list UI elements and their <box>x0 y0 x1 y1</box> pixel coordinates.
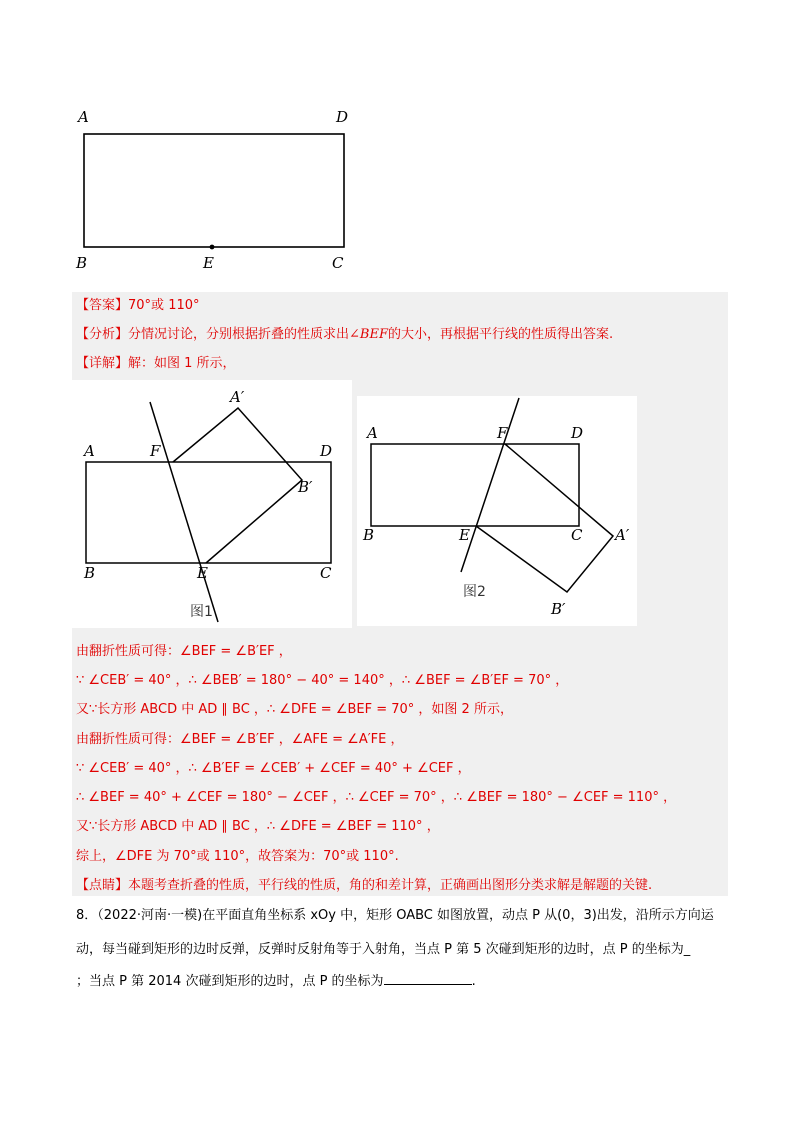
figure1-rectangle <box>86 462 331 563</box>
solution-line-5: ∵ ∠CEB′ = 40° ，∴ ∠B′EF = ∠CEB′ + ∠CEF = 40° + ∠CEF ， <box>76 761 471 776</box>
rectangle-abcd <box>84 134 344 247</box>
fig1-label-bprime: B′ <box>298 478 313 496</box>
fig1-label-f: F <box>150 442 161 460</box>
solution-line-1: 由翻折性质可得：∠BEF = ∠B′EF ， <box>76 644 292 659</box>
point-e-dot <box>210 245 215 250</box>
solution-line-8: 综上，∠DFE 为 70°或 110°，故答案为：70°或 110°. <box>76 849 399 864</box>
figure-top <box>70 100 370 280</box>
label-e: E <box>203 254 214 272</box>
fig2-label-a: A <box>367 424 378 442</box>
solution-line-7: 又∵长方形 ABCD 中 AD ∥ BC ，∴ ∠DFE = ∠BEF = 110° ， <box>76 819 440 834</box>
fig2-label-bprime: B′ <box>551 600 566 618</box>
solution-line-4: 由翻折性质可得：∠BEF = ∠B′EF ，∠AFE = ∠A′FE ， <box>76 732 404 747</box>
fig1-label-d: D <box>320 442 333 460</box>
fig1-label-e: E <box>197 564 208 582</box>
question-8-line-3: ；当点 P 第 2014 次碰到矩形的边时，点 P 的坐标为 . <box>76 974 476 989</box>
solution-line-2: ∵ ∠CEB′ = 40° ，∴ ∠BEB′ = 180° − 40° = 140° ，∴ ∠BEF = ∠B′EF = 70° ， <box>76 673 569 688</box>
figure2-fold-line <box>461 398 519 572</box>
figure-1 <box>72 380 352 628</box>
fig2-label-e: E <box>459 526 470 544</box>
figure2-rectangle <box>371 444 579 526</box>
solution-line-6: ∴ ∠BEF = 40° + ∠CEF = 180° − ∠CEF ，∴ ∠CEF = 70° ，∴ ∠BEF = 180° − ∠CEF = 110° ， <box>76 790 677 805</box>
label-c: C <box>332 254 344 272</box>
fig2-label-c: C <box>571 526 583 544</box>
detail-line: 【详解】解：如图 1 所示， <box>76 356 236 371</box>
fig1-label-b: B <box>84 564 96 582</box>
analysis-line: 【分析】分情况讨论，分别根据折叠的性质求出∠BEF的大小，再根据平行线的性质得出答案. <box>76 327 614 342</box>
fig1-label-aprime: A′ <box>230 388 245 406</box>
label-b: B <box>76 254 88 272</box>
label-d: D <box>336 108 349 126</box>
fig2-label-f: F <box>497 424 508 442</box>
fig1-label-c: C <box>320 564 332 582</box>
answer-blank[interactable] <box>384 972 472 985</box>
fig1-label-a: A <box>84 442 95 460</box>
label-a: A <box>78 108 89 126</box>
fig2-label-b: B <box>363 526 375 544</box>
fig2-caption: 图2 <box>463 584 486 600</box>
fig2-label-d: D <box>571 424 584 442</box>
answer-line: 【答案】70°或 110° <box>76 298 200 313</box>
solution-line-3: 又∵长方形 ABCD 中 AD ∥ BC ，∴ ∠DFE = ∠BEF = 70° ，如图 2 所示， <box>76 702 513 717</box>
fig1-caption: 图1 <box>190 604 213 620</box>
figure-2 <box>357 396 637 626</box>
answer-text: 70°或 110° <box>128 298 200 313</box>
comment-line: 【点睛】本题考查折叠的性质，平行线的性质，角的和差计算，正确画出图形分类求解是解题的关键. <box>76 878 653 893</box>
figure1-fold-line <box>150 402 218 622</box>
fig2-label-aprime: A′ <box>615 526 630 544</box>
question-8-line-1: 8．（2022·河南·一模)在平面直角坐标系 xOy 中，矩形 OABC 如图放置，动点 P 从(0，3)出发，沿所示方向运 <box>76 908 714 923</box>
question-8-line-2: 动，每当碰到矩形的边时反弹，反弹时反射角等于入射角，当点 P 第 5 次碰到矩形的边时，点 P 的坐标为_ <box>76 942 691 957</box>
